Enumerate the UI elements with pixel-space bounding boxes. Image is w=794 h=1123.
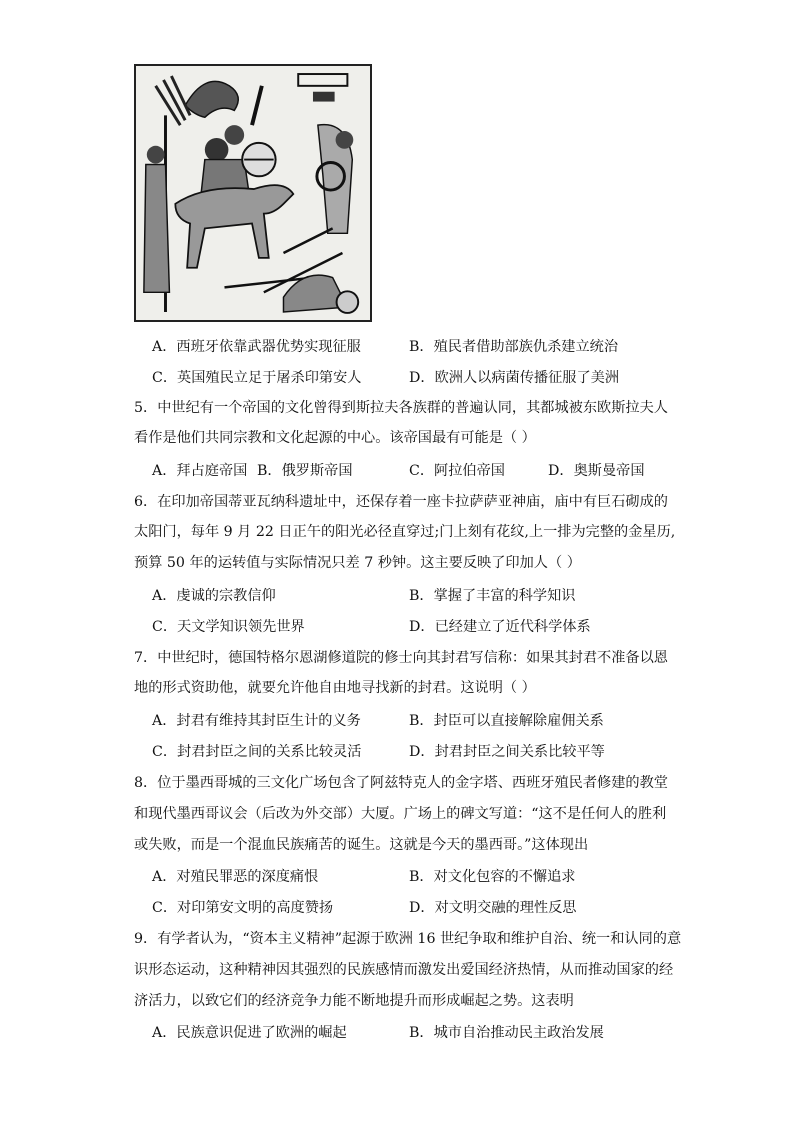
q7-stem-line-2: 地的形式资助他，就要允许他自由地寻找新的封君。这说明（ ）: [134, 680, 536, 696]
q5-option-c[interactable]: C．阿拉伯帝国: [409, 463, 505, 479]
q5-option-b[interactable]: B．俄罗斯帝国: [257, 463, 353, 479]
q8-option-a[interactable]: A．对殖民罪恶的深度痛恨: [152, 869, 319, 885]
q6-stem-line-3: 预算 50 年的运转值与实际情况只差 7 秒钟。这主要反映了印加人（ ）: [134, 555, 581, 571]
historical-illustration: [134, 64, 372, 322]
q9-option-a[interactable]: A．民族意识促进了欧洲的崛起: [152, 1025, 347, 1041]
q7-stem-line-1: 7．中世纪时，德国特格尔恩湖修道院的修士向其封君写信称：如果其封君不准备以恩: [134, 650, 668, 666]
q5-stem-line-2: 看作是他们共同宗教和文化起源的中心。该帝国最有可能是（ ）: [134, 430, 536, 446]
q4-option-d[interactable]: D．欧洲人以病菌传播征服了美洲: [409, 370, 620, 386]
q7-option-d[interactable]: D．封君封臣之间关系比较平等: [409, 744, 605, 760]
q5-stem-line-1: 5．中世纪有一个帝国的文化曾得到斯拉夫各族群的普遍认同，其都城被东欧斯拉夫人: [134, 400, 668, 416]
q4-option-b[interactable]: B．殖民者借助部族仇杀建立统治: [409, 339, 619, 355]
q7-option-c[interactable]: C．封君封臣之间的关系比较灵活: [152, 744, 362, 760]
q4-option-a[interactable]: A．西班牙依靠武器优势实现征服: [152, 339, 361, 355]
q6-option-d[interactable]: D．已经建立了近代科学体系: [409, 619, 591, 635]
q6-stem-line-2: 太阳门，每年 9 月 22 日正午的阳光必径直穿过;门上刻有花纹,上一排为完整的金星历,: [134, 524, 676, 540]
q8-option-d[interactable]: D．对文明交融的理性反思: [409, 900, 577, 916]
q8-stem-line-3: 或失败，而是一个混血民族痛苦的诞生。这就是今天的墨西哥。”这体现出: [134, 837, 589, 853]
q6-option-b[interactable]: B．掌握了丰富的科学知识: [409, 588, 576, 604]
q6-option-a[interactable]: A．虔诚的宗教信仰: [152, 588, 276, 604]
woodcut-drawing: [136, 66, 370, 320]
q9-option-b[interactable]: B．城市自治推动民主政治发展: [409, 1025, 604, 1041]
q9-stem-line-3: 济活力，以致它们的经济竞争力能不断地提升而形成崛起之势。这表明: [134, 993, 574, 1009]
q8-stem-line-2: 和现代墨西哥议会（后改为外交部）大厦。广场上的碑文写道：“这不是任何人的胜利: [134, 806, 667, 822]
q8-option-c[interactable]: C．对印第安文明的高度赞扬: [152, 900, 334, 916]
q9-stem-line-1: 9．有学者认为，“资本主义精神”起源于欧洲 16 世纪争取和维护自治、统一和认同的意: [134, 931, 682, 947]
q8-option-b[interactable]: B．对文化包容的不懈追求: [409, 869, 576, 885]
q6-option-c[interactable]: C．天文学知识领先世界: [152, 619, 305, 635]
q4-option-c[interactable]: C．英国殖民立足于屠杀印第安人: [152, 370, 362, 386]
q5-option-d[interactable]: D．奥斯曼帝国: [548, 463, 645, 479]
q6-stem-line-1: 6．在印加帝国蒂亚瓦纳科遗址中，还保存着一座卡拉萨萨亚神庙，庙中有巨石砌成的: [134, 494, 668, 510]
q7-option-a[interactable]: A．封君有维持其封臣生计的义务: [152, 713, 361, 729]
q8-stem-line-1: 8．位于墨西哥城的三文化广场包含了阿兹特克人的金字塔、西班牙殖民者修建的教堂: [134, 775, 668, 791]
q5-option-a[interactable]: A．拜占庭帝国: [152, 463, 248, 479]
q9-stem-line-2: 识形态运动，这种精神因其强烈的民族感情而激发出爱国经济热情，从而推动国家的经: [134, 962, 674, 978]
q7-option-b[interactable]: B．封臣可以直接解除雇佣关系: [409, 713, 604, 729]
